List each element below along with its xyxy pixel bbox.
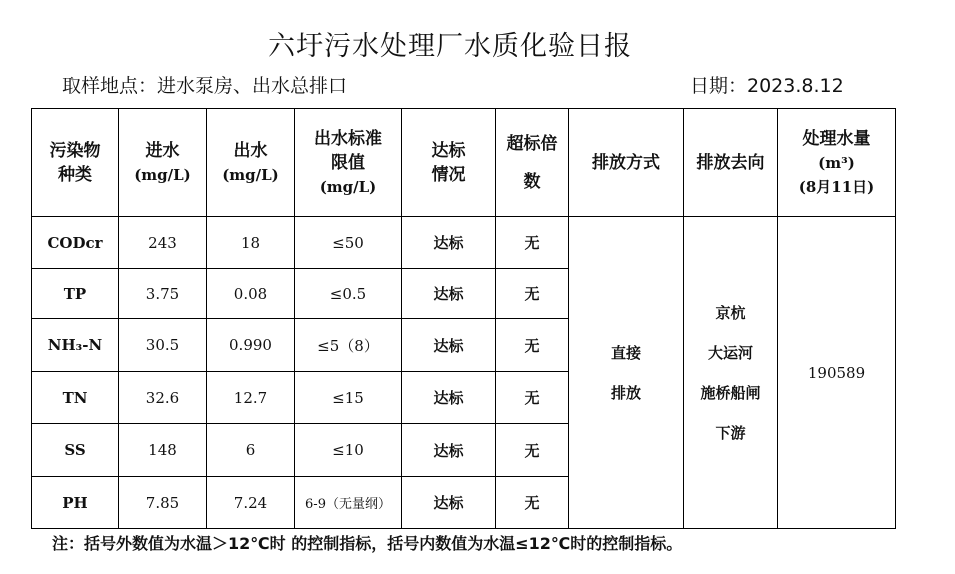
header-exceed: 超标倍 数: [496, 109, 569, 217]
inflow-cell: 3.75: [119, 269, 207, 319]
outflow-cell: 12.7: [207, 372, 295, 424]
inflow-cell: 148: [119, 424, 207, 477]
sampling-location: 取样地点：进水泵房、出水总排口: [62, 75, 348, 97]
inflow-cell: 7.85: [119, 477, 207, 529]
header-volume: 处理水量 (m³) (8月11日): [778, 109, 896, 217]
inflow-cell: 32.6: [119, 372, 207, 424]
water-quality-table: [31, 108, 896, 529]
standard-cell: ≤15: [295, 372, 402, 424]
pollutant-cell: NH₃-N: [32, 319, 119, 372]
discharge-method-cell: 直接 排放: [569, 217, 684, 529]
status-cell: 达标: [402, 319, 496, 372]
outflow-cell: 18: [207, 217, 295, 269]
pollutant-cell: SS: [32, 424, 119, 477]
header-status: 达标 情况: [402, 109, 496, 217]
header-row: [32, 109, 896, 217]
outflow-cell: 7.24: [207, 477, 295, 529]
standard-cell: ≤5（8）: [295, 319, 402, 372]
report-title: 六圩污水处理厂水质化验日报: [268, 31, 632, 62]
header-standard: 出水标准 限值 (mg/L): [295, 109, 402, 217]
outflow-cell: 6: [207, 424, 295, 477]
exceed-cell: 无: [496, 269, 569, 319]
inflow-cell: 30.5: [119, 319, 207, 372]
header-inflow: 进水 (mg/L): [119, 109, 207, 217]
header-discharge-dest: 排放去向: [684, 109, 778, 217]
table-row: [32, 217, 896, 269]
header-pollutant: 污染物 种类: [32, 109, 119, 217]
status-cell: 达标: [402, 372, 496, 424]
volume-cell: 190589: [778, 217, 896, 529]
header-outflow: 出水 (mg/L): [207, 109, 295, 217]
status-cell: 达标: [402, 424, 496, 477]
footnote: 注：括号外数值为水温＞12℃时 的控制指标，括号内数值为水温≤12℃时的控制指标。: [52, 534, 683, 553]
discharge-dest-cell: 京杭 大运河 施桥船闸 下游: [684, 217, 778, 529]
pollutant-cell: CODcr: [32, 217, 119, 269]
status-cell: 达标: [402, 269, 496, 319]
report-date: 日期：2023.8.12: [690, 75, 844, 97]
exceed-cell: 无: [496, 424, 569, 477]
exceed-cell: 无: [496, 217, 569, 269]
pollutant-cell: PH: [32, 477, 119, 529]
outflow-cell: 0.990: [207, 319, 295, 372]
status-cell: 达标: [402, 217, 496, 269]
exceed-cell: 无: [496, 477, 569, 529]
pollutant-cell: TN: [32, 372, 119, 424]
exceed-cell: 无: [496, 319, 569, 372]
standard-cell: ≤10: [295, 424, 402, 477]
exceed-cell: 无: [496, 372, 569, 424]
outflow-cell: 0.08: [207, 269, 295, 319]
pollutant-cell: TP: [32, 269, 119, 319]
inflow-cell: 243: [119, 217, 207, 269]
standard-cell: ≤0.5: [295, 269, 402, 319]
standard-cell: 6-9（无量纲）: [295, 477, 402, 529]
header-discharge-method: 排放方式: [569, 109, 684, 217]
status-cell: 达标: [402, 477, 496, 529]
standard-cell: ≤50: [295, 217, 402, 269]
